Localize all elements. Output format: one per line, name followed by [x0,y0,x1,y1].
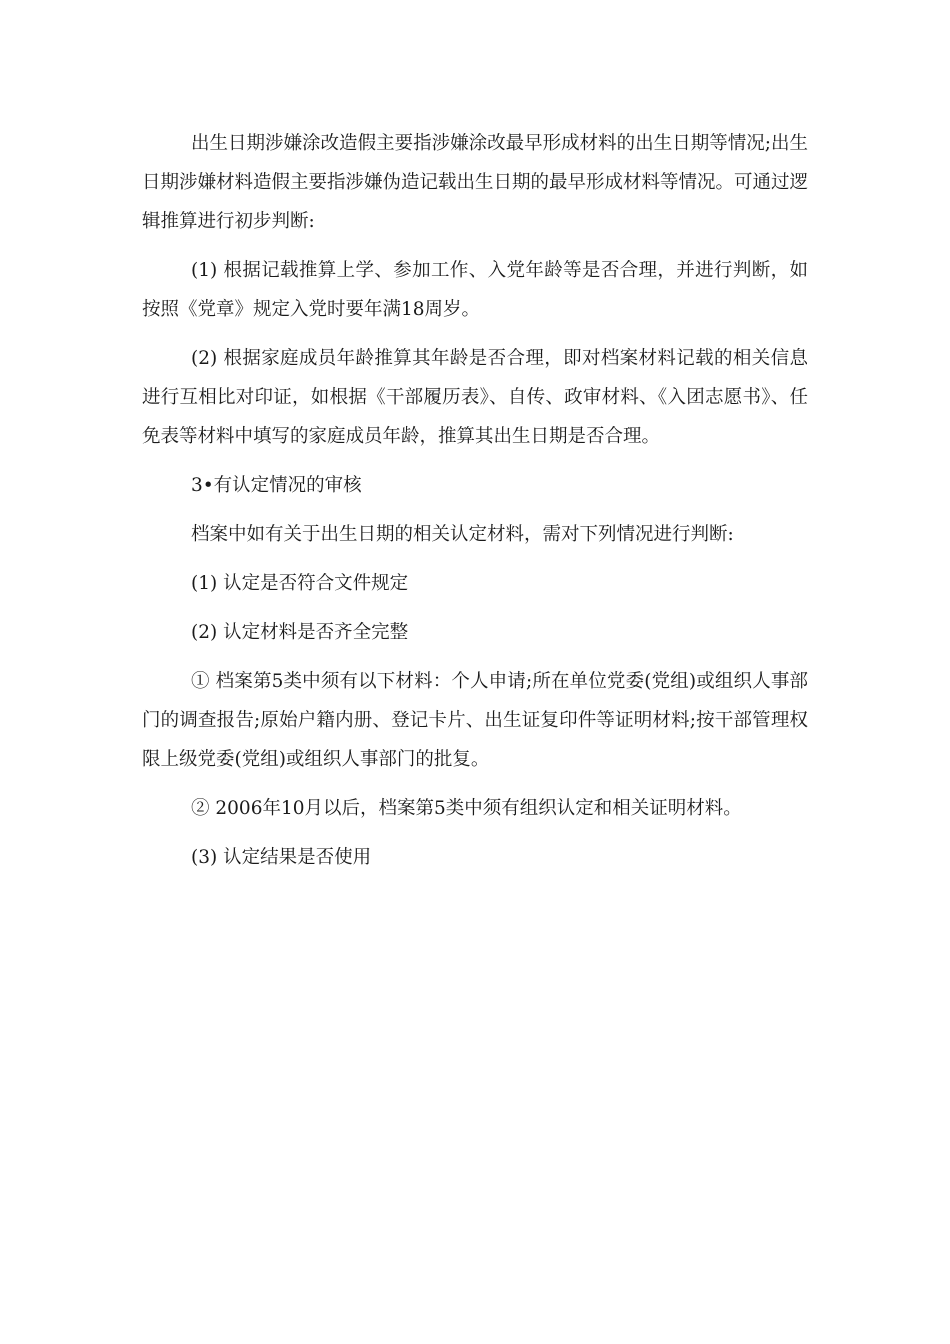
paragraph-review-1: (1) 认定是否符合文件规定 [191,573,409,594]
paragraph-check-1: (1) 根据记载推算上学、参加工作、入党年龄等是否合理，并进行判断，如按照《党章》规定入党时要年满18周岁。 [142,260,808,320]
document-body [142,124,808,887]
paragraph-review-2-b: ② 2006年10月以后，档案第5类中须有组织认定和相关证明材料。 [191,798,742,819]
paragraph-check-2: (2) 根据家庭成员年龄推算其年龄是否合理，即对档案材料记载的相关信息进行互相比对印证，如根据《干部履历表》、自传、政审材料、《入团志愿书》、任免表等材料中填写的家庭成员年龄，推算其出生日期是否合理。 [142,348,808,447]
paragraph-birthdate-forgery: 出生日期涉嫌涂改造假主要指涉嫌涂改最早形成材料的出生日期等情况;出生日期涉嫌材料造假主要指涉嫌伪造记载出生日期的最早形成材料等情况。可通过逻辑推算进行初步判断: [142,133,809,232]
paragraph-review-2-a: ① 档案第5类中须有以下材料：个人申请;所在单位党委(党组)或组织人事部门的调查报告;原始户籍内册、登记卡片、出生证复印件等证明材料;按干部管理权限上级党委(党组)或组织人事部门的批复。 [142,671,808,770]
paragraph-review-3: (3) 认定结果是否使用 [191,847,372,868]
section-heading-3: 3•有认定情况的审核 [191,475,362,496]
paragraph-review-2: (2) 认定材料是否齐全完整 [191,622,409,643]
paragraph-review-intro: 档案中如有关于出生日期的相关认定材料，需对下列情况进行判断: [191,524,734,545]
